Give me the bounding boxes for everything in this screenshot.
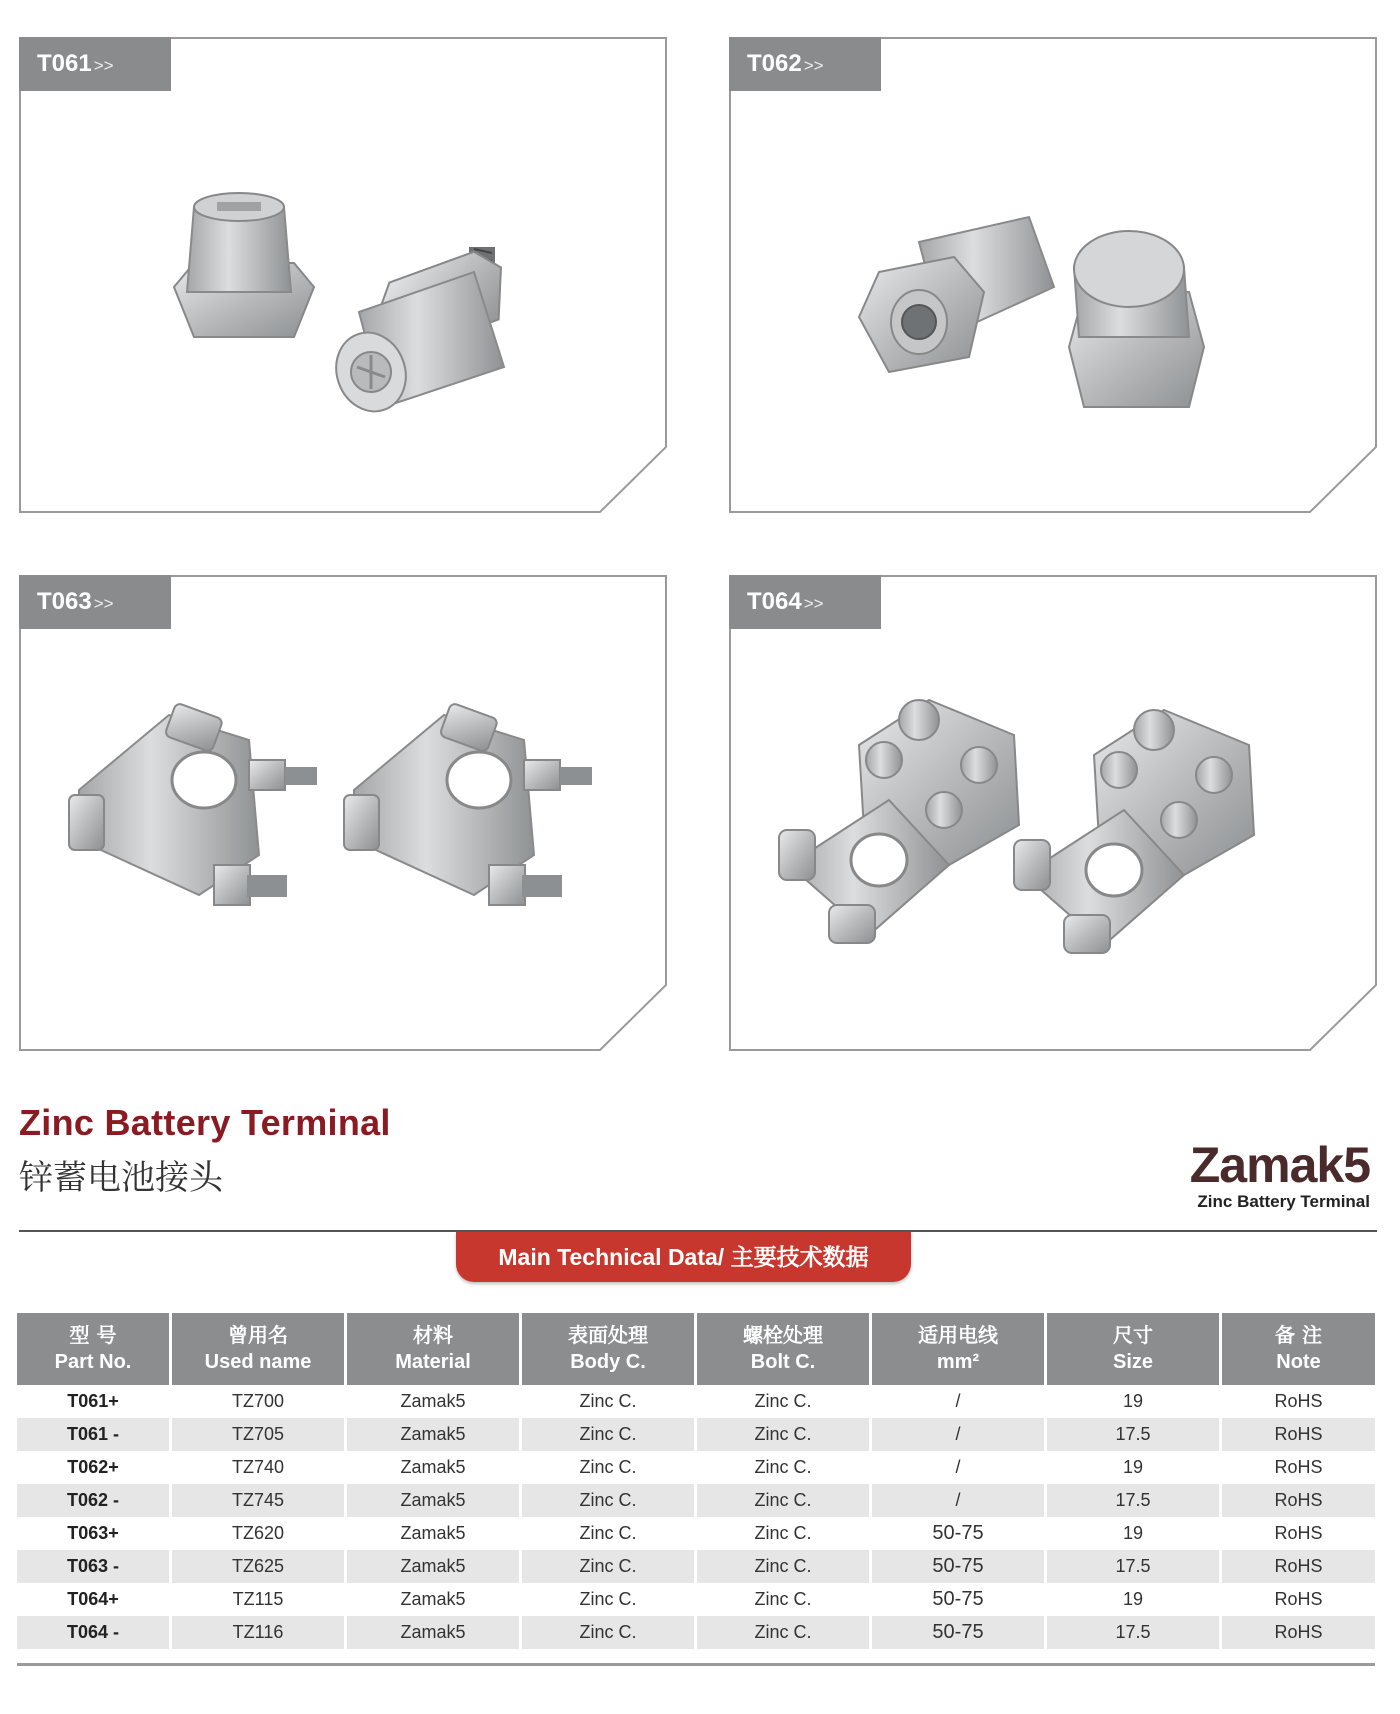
table-cell: Zinc C. (697, 1418, 872, 1451)
column-header-chinese: 型 号 (69, 1323, 117, 1347)
terminal-clamp-bolt-image (729, 575, 1377, 1051)
table-cell: Zamak5 (347, 1418, 522, 1451)
table-cell: Zamak5 (347, 1583, 522, 1616)
product-panel-t062 (729, 37, 1377, 513)
table-cell: Zamak5 (347, 1385, 522, 1418)
product-panel-t063 (19, 575, 667, 1051)
panel-label: T064 >> (729, 575, 881, 629)
table-cell: Zinc C. (697, 1484, 872, 1517)
table-cell: / (872, 1418, 1047, 1451)
table-cell: Zamak5 (347, 1451, 522, 1484)
column-header-english: Body C. (570, 1351, 646, 1373)
table-cell: RoHS (1222, 1484, 1375, 1517)
column-header (347, 1313, 522, 1385)
table-row (17, 1385, 1375, 1418)
column-header-chinese: 尺寸 (1113, 1323, 1153, 1347)
table-cell: Zamak5 (347, 1616, 522, 1649)
table-row (17, 1484, 1375, 1517)
section-title: Zinc Battery Terminal (19, 1102, 391, 1143)
column-header-chinese: 曾用名 (228, 1323, 288, 1347)
table-cell: 17.5 (1047, 1550, 1222, 1583)
column-header-chinese: 表面处理 (568, 1323, 648, 1347)
column-header (1222, 1313, 1375, 1385)
table-row (17, 1616, 1375, 1649)
table-row (17, 1583, 1375, 1616)
table-cell: RoHS (1274, 1589, 1323, 1609)
product-panel-t064 (729, 575, 1377, 1051)
table-cell: Zinc C. (697, 1451, 872, 1484)
table-cell: Zinc C. (697, 1616, 872, 1649)
column-header-english: Note (1276, 1351, 1321, 1373)
table-row (17, 1418, 1375, 1451)
table-cell: Zinc C. (522, 1616, 697, 1649)
terminal-nut-image (729, 37, 1377, 513)
column-header-chinese: 适用电线 (918, 1323, 998, 1347)
table-cell: 19 (1047, 1517, 1222, 1550)
table-cell: TZ115 (172, 1583, 347, 1616)
table-cell: TZ700 (172, 1385, 347, 1418)
table-cell: Zamak5 (347, 1517, 522, 1550)
table-cell: Zamak5 (347, 1550, 522, 1583)
product-panel-t061 (19, 37, 667, 513)
column-header (697, 1313, 872, 1385)
column-header-english: mm² (936, 1351, 980, 1373)
brand-name: Zamak5 (1189, 1137, 1370, 1193)
column-header-english: Bolt C. (750, 1351, 816, 1373)
table-cell: T063+ (17, 1517, 172, 1550)
table-cell: 17.5 (1047, 1616, 1222, 1649)
terminal-clamp-image (19, 575, 667, 1051)
technical-data-table (17, 1313, 1375, 1649)
table-cell: Zinc C. (697, 1517, 872, 1550)
table-cell: 50-75 (872, 1583, 1047, 1616)
table-cell: T063 - (17, 1550, 172, 1583)
table-cell: Zinc C. (522, 1550, 697, 1583)
table-cell: TZ116 (172, 1616, 347, 1649)
column-header-english: Part No. (54, 1351, 132, 1373)
table-cell: RoHS (1222, 1616, 1375, 1649)
table-cell: 19 (1047, 1451, 1222, 1484)
table-cell: 50-75 (872, 1616, 1047, 1649)
column-header (522, 1313, 697, 1385)
table-cell: Zinc C. (697, 1385, 872, 1418)
column-header (872, 1313, 1047, 1385)
table-cell: Zinc C. (522, 1451, 697, 1484)
table-cell: TZ625 (172, 1550, 347, 1583)
panel-label: T062 >> (729, 37, 881, 91)
table-cell: RoHS (1274, 1523, 1323, 1543)
column-header-chinese: 材料 (413, 1323, 453, 1347)
brand-logo (1189, 1137, 1370, 1212)
table-cell: 50-75 (872, 1517, 1047, 1550)
table-cell: T061+ (17, 1385, 172, 1418)
column-header (1047, 1313, 1222, 1385)
table-cell: 19 (1047, 1385, 1222, 1418)
column-header-english: Size (1112, 1351, 1154, 1373)
table-row (17, 1550, 1375, 1583)
table-cell: TZ745 (172, 1484, 347, 1517)
panel-label: T063 >> (19, 575, 171, 629)
table-cell: Zinc C. (697, 1583, 872, 1616)
table-cell: T062 - (17, 1484, 172, 1517)
table-cell: Zinc C. (522, 1385, 697, 1418)
table-bottom-rule (17, 1663, 1375, 1666)
table-cell: TZ620 (172, 1517, 347, 1550)
table-cell: Zinc C. (522, 1583, 697, 1616)
column-header-english: Material (395, 1351, 471, 1373)
table-cell: / (872, 1484, 1047, 1517)
brand-subtitle: Zinc Battery Terminal (1197, 1192, 1370, 1211)
column-header-chinese: 螺栓处理 (743, 1323, 823, 1347)
table-header-row (17, 1313, 1375, 1385)
section-title-chinese: 锌蓄电池接头 (19, 1158, 223, 1198)
table-row (17, 1517, 1375, 1550)
table-cell: TZ705 (172, 1418, 347, 1451)
table-cell: / (872, 1385, 1047, 1418)
table-cell: Zamak5 (347, 1484, 522, 1517)
data-banner: Main Technical Data/ 主要技术数据 (456, 1232, 911, 1282)
column-header-english: Used name (204, 1351, 312, 1373)
column-header (17, 1313, 172, 1385)
table-cell: T062+ (17, 1451, 172, 1484)
table-cell: Zinc C. (522, 1418, 697, 1451)
terminal-post-image (19, 37, 667, 513)
table-cell: Zinc C. (522, 1517, 697, 1550)
table-cell: 17.5 (1047, 1418, 1222, 1451)
table-cell: T064 - (17, 1616, 172, 1649)
column-header-chinese: 备 注 (1275, 1323, 1322, 1347)
table-row (17, 1451, 1375, 1484)
panel-label: T061 >> (19, 37, 171, 91)
table-cell: / (872, 1451, 1047, 1484)
table-cell: 50-75 (872, 1550, 1047, 1583)
table-cell: RoHS (1222, 1550, 1375, 1583)
column-header (172, 1313, 347, 1385)
table-cell: RoHS (1274, 1457, 1323, 1477)
table-cell: RoHS (1222, 1418, 1375, 1451)
table-cell: T061 - (17, 1418, 172, 1451)
table-cell: Zinc C. (522, 1484, 697, 1517)
table-cell: RoHS (1274, 1391, 1323, 1411)
table-cell: T064+ (17, 1583, 172, 1616)
table-cell: Zinc C. (697, 1550, 872, 1583)
table-cell: 17.5 (1047, 1484, 1222, 1517)
table-cell: TZ740 (172, 1451, 347, 1484)
table-cell: 19 (1047, 1583, 1222, 1616)
